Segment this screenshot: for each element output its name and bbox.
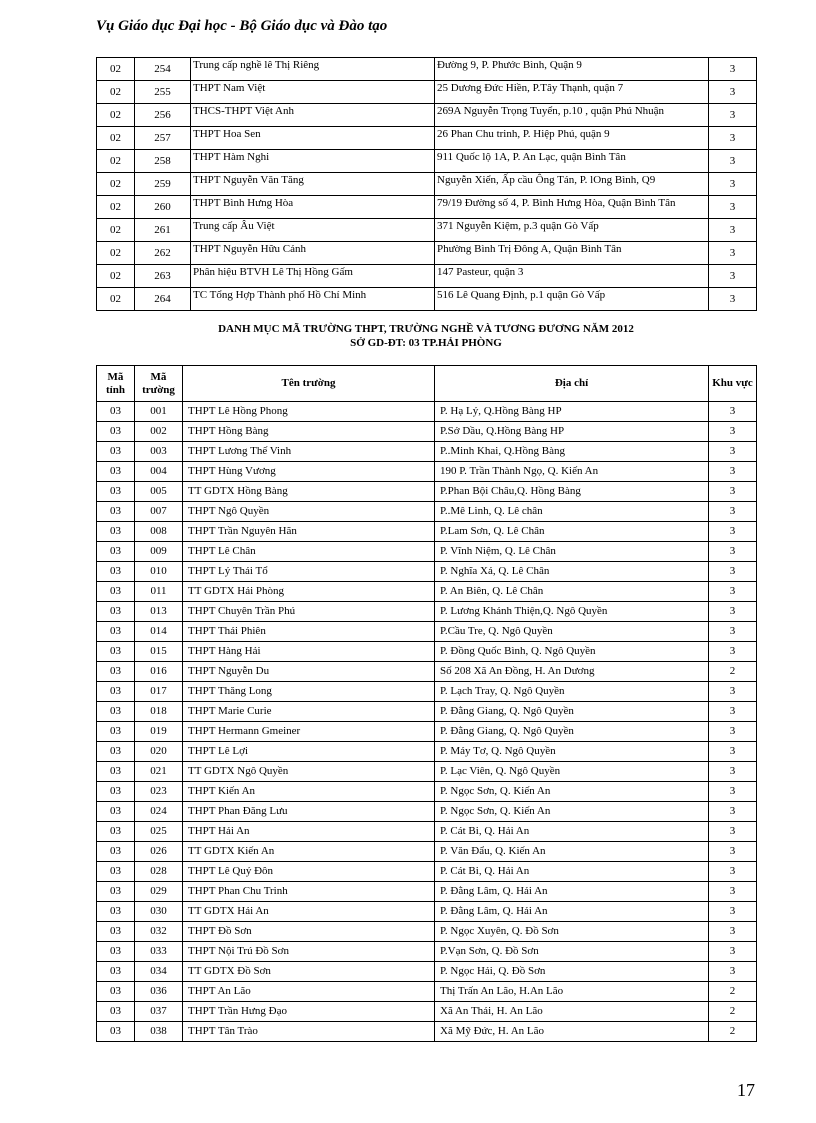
cell-khu-vuc: 3: [709, 882, 757, 902]
cell-dia-chi: P..Minh Khai, Q.Hồng Bàng: [435, 442, 709, 462]
table-row: [97, 782, 757, 802]
table-row: [97, 242, 757, 265]
table-row: [97, 662, 757, 682]
cell-ma-tinh: 03: [97, 542, 135, 562]
cell-dia-chi: P. Đằng Lâm, Q. Hải An: [435, 902, 709, 922]
cell-ten-truong: THPT Lý Thái Tổ: [183, 562, 435, 582]
table-row: [97, 422, 757, 442]
col-header-khu-vuc: Khu vực: [709, 366, 757, 402]
table-row: [97, 842, 757, 862]
cell-dia-chi: P. Ngọc Xuyên, Q. Đồ Sơn: [435, 922, 709, 942]
cell-khu-vuc: 3: [709, 622, 757, 642]
cell-ma-truong: 033: [135, 942, 183, 962]
cell-dia-chi: P. Ngọc Sơn, Q. Kiến An: [435, 782, 709, 802]
cell-ma-truong: 014: [135, 622, 183, 642]
cell-khu-vuc: 2: [709, 1022, 757, 1042]
cell-khu-vuc: 3: [709, 265, 757, 288]
cell-ten-truong: THPT Hàng Hải: [183, 642, 435, 662]
cell-ma-truong: 011: [135, 582, 183, 602]
cell-dia-chi: P. Đằng Giang, Q. Ngô Quyền: [435, 722, 709, 742]
cell-ten-truong: THPT Phan Chu Trinh: [183, 882, 435, 902]
cell-ma-tinh: 02: [97, 196, 135, 219]
table-row: [97, 402, 757, 422]
cell-ten-truong: THPT Thái Phiên: [183, 622, 435, 642]
cell-ten-truong: TT GDTX Hồng Bàng: [183, 482, 435, 502]
cell-khu-vuc: 3: [709, 802, 757, 822]
cell-dia-chi: P. Đồng Quốc Bình, Q. Ngô Quyền: [435, 642, 709, 662]
cell-ma-truong: 258: [135, 150, 191, 173]
cell-ma-tinh: 03: [97, 422, 135, 442]
cell-khu-vuc: 3: [709, 219, 757, 242]
cell-ten-truong: THPT Thăng Long: [183, 682, 435, 702]
cell-khu-vuc: 3: [709, 442, 757, 462]
cell-ma-tinh: 02: [97, 288, 135, 311]
table-row: [97, 127, 757, 150]
table-header-row: [97, 366, 757, 402]
cell-ma-tinh: 03: [97, 622, 135, 642]
table-row: [97, 81, 757, 104]
cell-ten-truong: THPT Trần Hưng Đạo: [183, 1002, 435, 1022]
cell-ma-truong: 037: [135, 1002, 183, 1022]
cell-dia-chi: P.Phan Bội Châu,Q. Hồng Bàng: [435, 482, 709, 502]
cell-ma-truong: 013: [135, 602, 183, 622]
cell-ma-tinh: 03: [97, 602, 135, 622]
cell-ma-tinh: 03: [97, 1022, 135, 1042]
cell-khu-vuc: 3: [709, 942, 757, 962]
cell-ten-truong: THPT Nguyễn Hữu Cảnh: [191, 242, 435, 265]
cell-dia-chi: 269A Nguyễn Trọng Tuyển, p.10 , quận Phú Nhuận: [435, 104, 709, 127]
cell-ten-truong: THPT An Lão: [183, 982, 435, 1002]
cell-ten-truong: Trung cấp Âu Việt: [191, 219, 435, 242]
cell-ten-truong: THPT Nội Trú Đồ Sơn: [183, 942, 435, 962]
table-row: [97, 982, 757, 1002]
cell-ma-tinh: 03: [97, 922, 135, 942]
cell-dia-chi: Số 208 Xã An Đồng, H. An Dương: [435, 662, 709, 682]
cell-dia-chi: P. Vĩnh Niệm, Q. Lê Chân: [435, 542, 709, 562]
cell-ma-tinh: 03: [97, 722, 135, 742]
cell-ma-tinh: 03: [97, 402, 135, 422]
table-row: [97, 682, 757, 702]
table-row: [97, 942, 757, 962]
cell-ten-truong: THPT Chuyên Trần Phú: [183, 602, 435, 622]
cell-khu-vuc: 2: [709, 662, 757, 682]
cell-dia-chi: P.Cầu Tre, Q. Ngô Quyền: [435, 622, 709, 642]
section-title-line1: DANH MỤC MÃ TRƯỜNG THPT, TRƯỜNG NGHỀ VÀ TƯƠNG ĐƯƠNG NĂM 2012: [218, 323, 634, 335]
cell-khu-vuc: 3: [709, 242, 757, 265]
cell-ma-tinh: 03: [97, 522, 135, 542]
section-title: [96, 322, 756, 350]
cell-ten-truong: Phân hiệu BTVH Lê Thị Hồng Gấm: [191, 265, 435, 288]
cell-dia-chi: P. Đằng Giang, Q. Ngô Quyền: [435, 702, 709, 722]
cell-ten-truong: THPT Bình Hưng Hòa: [191, 196, 435, 219]
table-row: [97, 58, 757, 81]
cell-ma-tinh: 02: [97, 58, 135, 81]
table-row: [97, 702, 757, 722]
cell-ma-truong: 264: [135, 288, 191, 311]
cell-ten-truong: THCS-THPT Việt Anh: [191, 104, 435, 127]
cell-khu-vuc: 3: [709, 702, 757, 722]
cell-khu-vuc: 3: [709, 602, 757, 622]
cell-ten-truong: TT GDTX Hải Phòng: [183, 582, 435, 602]
cell-ma-truong: 034: [135, 962, 183, 982]
cell-ma-tinh: 03: [97, 682, 135, 702]
cell-ma-truong: 004: [135, 462, 183, 482]
cell-khu-vuc: 3: [709, 782, 757, 802]
cell-ma-truong: 032: [135, 922, 183, 942]
cell-dia-chi: P. Máy Tơ, Q. Ngô Quyền: [435, 742, 709, 762]
cell-khu-vuc: 3: [709, 196, 757, 219]
cell-dia-chi: Xã Mỹ Đức, H. An Lão: [435, 1022, 709, 1042]
cell-dia-chi: P..Mê Linh, Q. Lê chân: [435, 502, 709, 522]
cell-ma-truong: 015: [135, 642, 183, 662]
cell-ten-truong: TT GDTX Ngô Quyền: [183, 762, 435, 782]
cell-khu-vuc: 3: [709, 902, 757, 922]
cell-ma-tinh: 02: [97, 173, 135, 196]
cell-ma-truong: 021: [135, 762, 183, 782]
cell-ma-tinh: 03: [97, 802, 135, 822]
cell-dia-chi: P. Ngọc Hải, Q. Đồ Sơn: [435, 962, 709, 982]
cell-ten-truong: TC Tổng Hợp Thành phố Hồ Chí Minh: [191, 288, 435, 311]
cell-ma-truong: 255: [135, 81, 191, 104]
cell-ten-truong: TT GDTX Hải An: [183, 902, 435, 922]
cell-ma-tinh: 03: [97, 982, 135, 1002]
cell-ma-tinh: 03: [97, 662, 135, 682]
cell-khu-vuc: 3: [709, 288, 757, 311]
cell-ten-truong: THPT Hàm Nghi: [191, 150, 435, 173]
cell-khu-vuc: 3: [709, 542, 757, 562]
cell-ma-tinh: 02: [97, 81, 135, 104]
cell-khu-vuc: 3: [709, 682, 757, 702]
cell-ten-truong: THPT Hồng Bàng: [183, 422, 435, 442]
table-row: [97, 622, 757, 642]
cell-ma-truong: 016: [135, 662, 183, 682]
cell-khu-vuc: 3: [709, 822, 757, 842]
cell-ma-tinh: 03: [97, 862, 135, 882]
cell-ma-truong: 256: [135, 104, 191, 127]
cell-khu-vuc: 3: [709, 502, 757, 522]
cell-dia-chi: Đường 9, P. Phước Bình, Quận 9: [435, 58, 709, 81]
table-row: [97, 482, 757, 502]
page-header: Vụ Giáo dục Đại học - Bộ Giáo dục và Đào tạo: [96, 18, 388, 34]
cell-ma-tinh: 02: [97, 219, 135, 242]
table-row: [97, 582, 757, 602]
cell-dia-chi: 26 Phan Chu trinh, P. Hiệp Phú, quận 9: [435, 127, 709, 150]
cell-khu-vuc: 3: [709, 962, 757, 982]
cell-khu-vuc: 3: [709, 58, 757, 81]
cell-khu-vuc: 3: [709, 922, 757, 942]
table-row: [97, 902, 757, 922]
cell-ma-tinh: 02: [97, 150, 135, 173]
cell-khu-vuc: 3: [709, 104, 757, 127]
table-row: [97, 462, 757, 482]
cell-ma-truong: 029: [135, 882, 183, 902]
cell-dia-chi: 25 Dương Đức Hiền, P.Tây Thạnh, quận 7: [435, 81, 709, 104]
cell-dia-chi: P. Cát Bi, Q. Hải An: [435, 822, 709, 842]
cell-khu-vuc: 3: [709, 402, 757, 422]
cell-ma-tinh: 02: [97, 242, 135, 265]
page-number: 17: [737, 1080, 755, 1100]
table-row: [97, 265, 757, 288]
cell-ma-truong: 017: [135, 682, 183, 702]
cell-ma-tinh: 03: [97, 902, 135, 922]
cell-ma-truong: 257: [135, 127, 191, 150]
cell-ma-truong: 262: [135, 242, 191, 265]
cell-khu-vuc: 3: [709, 81, 757, 104]
cell-dia-chi: P. An Biên, Q. Lê Chân: [435, 582, 709, 602]
cell-ten-truong: THPT Tân Trào: [183, 1022, 435, 1042]
cell-ma-truong: 261: [135, 219, 191, 242]
table-row: [97, 822, 757, 842]
cell-khu-vuc: 3: [709, 562, 757, 582]
cell-ten-truong: THPT Marie Curie: [183, 702, 435, 722]
cell-khu-vuc: 3: [709, 173, 757, 196]
col-header-ma-truong: Mã trường: [135, 366, 183, 402]
cell-ma-tinh: 03: [97, 442, 135, 462]
cell-ma-truong: 259: [135, 173, 191, 196]
cell-dia-chi: P. Hạ Lý, Q.Hồng Bàng HP: [435, 402, 709, 422]
cell-ma-tinh: 03: [97, 742, 135, 762]
table-row: [97, 1002, 757, 1022]
table-row: [97, 1022, 757, 1042]
cell-ten-truong: TT GDTX Đồ Sơn: [183, 962, 435, 982]
cell-ma-tinh: 03: [97, 562, 135, 582]
cell-ten-truong: THPT Hoa Sen: [191, 127, 435, 150]
cell-ma-truong: 019: [135, 722, 183, 742]
cell-ten-truong: Trung cấp nghề lê Thị Riêng: [191, 58, 435, 81]
cell-ma-truong: 254: [135, 58, 191, 81]
cell-ma-truong: 010: [135, 562, 183, 582]
schools-table-hcm: [96, 57, 757, 311]
cell-khu-vuc: 3: [709, 422, 757, 442]
cell-ten-truong: THPT Ngô Quyền: [183, 502, 435, 522]
cell-dia-chi: P. Đằng Lâm, Q. Hải An: [435, 882, 709, 902]
cell-dia-chi: 79/19 Đường số 4, P. Bình Hưng Hòa, Quận Bình Tân: [435, 196, 709, 219]
cell-ma-truong: 025: [135, 822, 183, 842]
table-row: [97, 642, 757, 662]
cell-ma-tinh: 02: [97, 265, 135, 288]
cell-dia-chi: P. Lương Khánh Thiện,Q. Ngô Quyền: [435, 602, 709, 622]
cell-ten-truong: THPT Nguyễn Du: [183, 662, 435, 682]
table-row: [97, 562, 757, 582]
table-row: [97, 502, 757, 522]
table-row: [97, 862, 757, 882]
cell-ma-truong: 002: [135, 422, 183, 442]
cell-ma-tinh: 03: [97, 962, 135, 982]
cell-ma-truong: 018: [135, 702, 183, 722]
cell-ma-truong: 005: [135, 482, 183, 502]
schools-table-haiphong: [96, 365, 757, 1042]
cell-dia-chi: Xã An Thái, H. An Lão: [435, 1002, 709, 1022]
cell-khu-vuc: 2: [709, 982, 757, 1002]
cell-khu-vuc: 2: [709, 1002, 757, 1022]
table-row: [97, 922, 757, 942]
cell-dia-chi: P. Cát Bi, Q. Hải An: [435, 862, 709, 882]
cell-khu-vuc: 3: [709, 722, 757, 742]
cell-khu-vuc: 3: [709, 862, 757, 882]
table-row: [97, 542, 757, 562]
cell-ma-tinh: 03: [97, 502, 135, 522]
table-row: [97, 288, 757, 311]
cell-khu-vuc: 3: [709, 127, 757, 150]
cell-ten-truong: THPT Lê Lợi: [183, 742, 435, 762]
table-row: [97, 802, 757, 822]
cell-khu-vuc: 3: [709, 842, 757, 862]
table-row: [97, 742, 757, 762]
cell-ma-tinh: 03: [97, 822, 135, 842]
cell-khu-vuc: 3: [709, 482, 757, 502]
cell-ten-truong: THPT Hải An: [183, 822, 435, 842]
cell-dia-chi: 190 P. Trần Thành Ngọ, Q. Kiến An: [435, 462, 709, 482]
cell-ma-tinh: 03: [97, 462, 135, 482]
cell-khu-vuc: 3: [709, 522, 757, 542]
table-row: [97, 442, 757, 462]
cell-ma-tinh: 03: [97, 942, 135, 962]
cell-ma-truong: 038: [135, 1022, 183, 1042]
cell-ten-truong: THPT Lê Quý Đôn: [183, 862, 435, 882]
table-row: [97, 104, 757, 127]
cell-ma-truong: 001: [135, 402, 183, 422]
cell-dia-chi: P. Lạch Tray, Q. Ngô Quyền: [435, 682, 709, 702]
cell-ten-truong: THPT Hùng Vương: [183, 462, 435, 482]
cell-dia-chi: Phường Bình Trị Đông A, Quận Bình Tân: [435, 242, 709, 265]
cell-khu-vuc: 3: [709, 742, 757, 762]
table-row: [97, 219, 757, 242]
cell-dia-chi: Thị Trấn An Lão, H.An Lão: [435, 982, 709, 1002]
cell-ten-truong: THPT Trần Nguyên Hãn: [183, 522, 435, 542]
cell-dia-chi: P. Lạc Viên, Q. Ngô Quyền: [435, 762, 709, 782]
table-row: [97, 882, 757, 902]
cell-ten-truong: THPT Kiến An: [183, 782, 435, 802]
cell-dia-chi: 911 Quốc lộ 1A, P. An Lạc, quận Bình Tân: [435, 150, 709, 173]
cell-ma-tinh: 03: [97, 582, 135, 602]
table-row: [97, 602, 757, 622]
cell-ma-tinh: 02: [97, 127, 135, 150]
cell-ma-truong: 026: [135, 842, 183, 862]
cell-ma-tinh: 03: [97, 1002, 135, 1022]
table-row: [97, 173, 757, 196]
cell-dia-chi: P.Sở Dầu, Q.Hồng Bàng HP: [435, 422, 709, 442]
cell-dia-chi: P. Ngọc Sơn, Q. Kiến An: [435, 802, 709, 822]
cell-ma-tinh: 03: [97, 702, 135, 722]
cell-ma-tinh: 03: [97, 842, 135, 862]
cell-ma-truong: 008: [135, 522, 183, 542]
cell-ma-tinh: 03: [97, 782, 135, 802]
cell-ma-truong: 263: [135, 265, 191, 288]
cell-dia-chi: P.Vạn Sơn, Q. Đồ Sơn: [435, 942, 709, 962]
cell-ma-truong: 007: [135, 502, 183, 522]
cell-dia-chi: 371 Nguyễn Kiệm, p.3 quận Gò Vấp: [435, 219, 709, 242]
cell-ten-truong: TT GDTX Kiến An: [183, 842, 435, 862]
cell-dia-chi: 147 Pasteur, quận 3: [435, 265, 709, 288]
col-header-ma-tinh: Mã tỉnh: [97, 366, 135, 402]
cell-khu-vuc: 3: [709, 582, 757, 602]
table-row: [97, 150, 757, 173]
cell-ma-tinh: 03: [97, 882, 135, 902]
cell-dia-chi: P. Nghĩa Xá, Q. Lê Chân: [435, 562, 709, 582]
cell-ten-truong: THPT Lê Hồng Phong: [183, 402, 435, 422]
table-row: [97, 962, 757, 982]
cell-ten-truong: THPT Phan Đăng Lưu: [183, 802, 435, 822]
cell-ma-truong: 030: [135, 902, 183, 922]
col-header-dia-chi: Địa chỉ: [435, 366, 709, 402]
cell-ten-truong: THPT Lương Thế Vinh: [183, 442, 435, 462]
cell-ma-truong: 036: [135, 982, 183, 1002]
cell-ma-truong: 003: [135, 442, 183, 462]
cell-ma-truong: 020: [135, 742, 183, 762]
cell-dia-chi: Nguyễn Xiển, Ấp cầu Ông Tán, P. lOng Bình, Q9: [435, 173, 709, 196]
cell-khu-vuc: 3: [709, 762, 757, 782]
section-title-line2: SỞ GD-ĐT: 03 TP.HẢI PHÒNG: [350, 337, 502, 349]
cell-ma-truong: 260: [135, 196, 191, 219]
cell-ma-tinh: 02: [97, 104, 135, 127]
col-header-ten-truong: Tên trường: [183, 366, 435, 402]
cell-khu-vuc: 3: [709, 462, 757, 482]
cell-ma-truong: 028: [135, 862, 183, 882]
cell-ma-truong: 024: [135, 802, 183, 822]
cell-ma-tinh: 03: [97, 642, 135, 662]
cell-khu-vuc: 3: [709, 150, 757, 173]
cell-dia-chi: 516 Lê Quang Định, p.1 quận Gò Vấp: [435, 288, 709, 311]
cell-ten-truong: THPT Lê Chân: [183, 542, 435, 562]
cell-ten-truong: THPT Nguyễn Văn Tăng: [191, 173, 435, 196]
cell-ma-tinh: 03: [97, 762, 135, 782]
cell-ten-truong: THPT Hermann Gmeiner: [183, 722, 435, 742]
cell-dia-chi: P. Văn Đẩu, Q. Kiến An: [435, 842, 709, 862]
cell-khu-vuc: 3: [709, 642, 757, 662]
table-row: [97, 522, 757, 542]
table-row: [97, 196, 757, 219]
cell-ma-tinh: 03: [97, 482, 135, 502]
cell-ma-truong: 023: [135, 782, 183, 802]
table-row: [97, 722, 757, 742]
cell-ten-truong: THPT Nam Việt: [191, 81, 435, 104]
cell-dia-chi: P.Lam Sơn, Q. Lê Chân: [435, 522, 709, 542]
table-row: [97, 762, 757, 782]
cell-ma-truong: 009: [135, 542, 183, 562]
cell-ten-truong: THPT Đồ Sơn: [183, 922, 435, 942]
